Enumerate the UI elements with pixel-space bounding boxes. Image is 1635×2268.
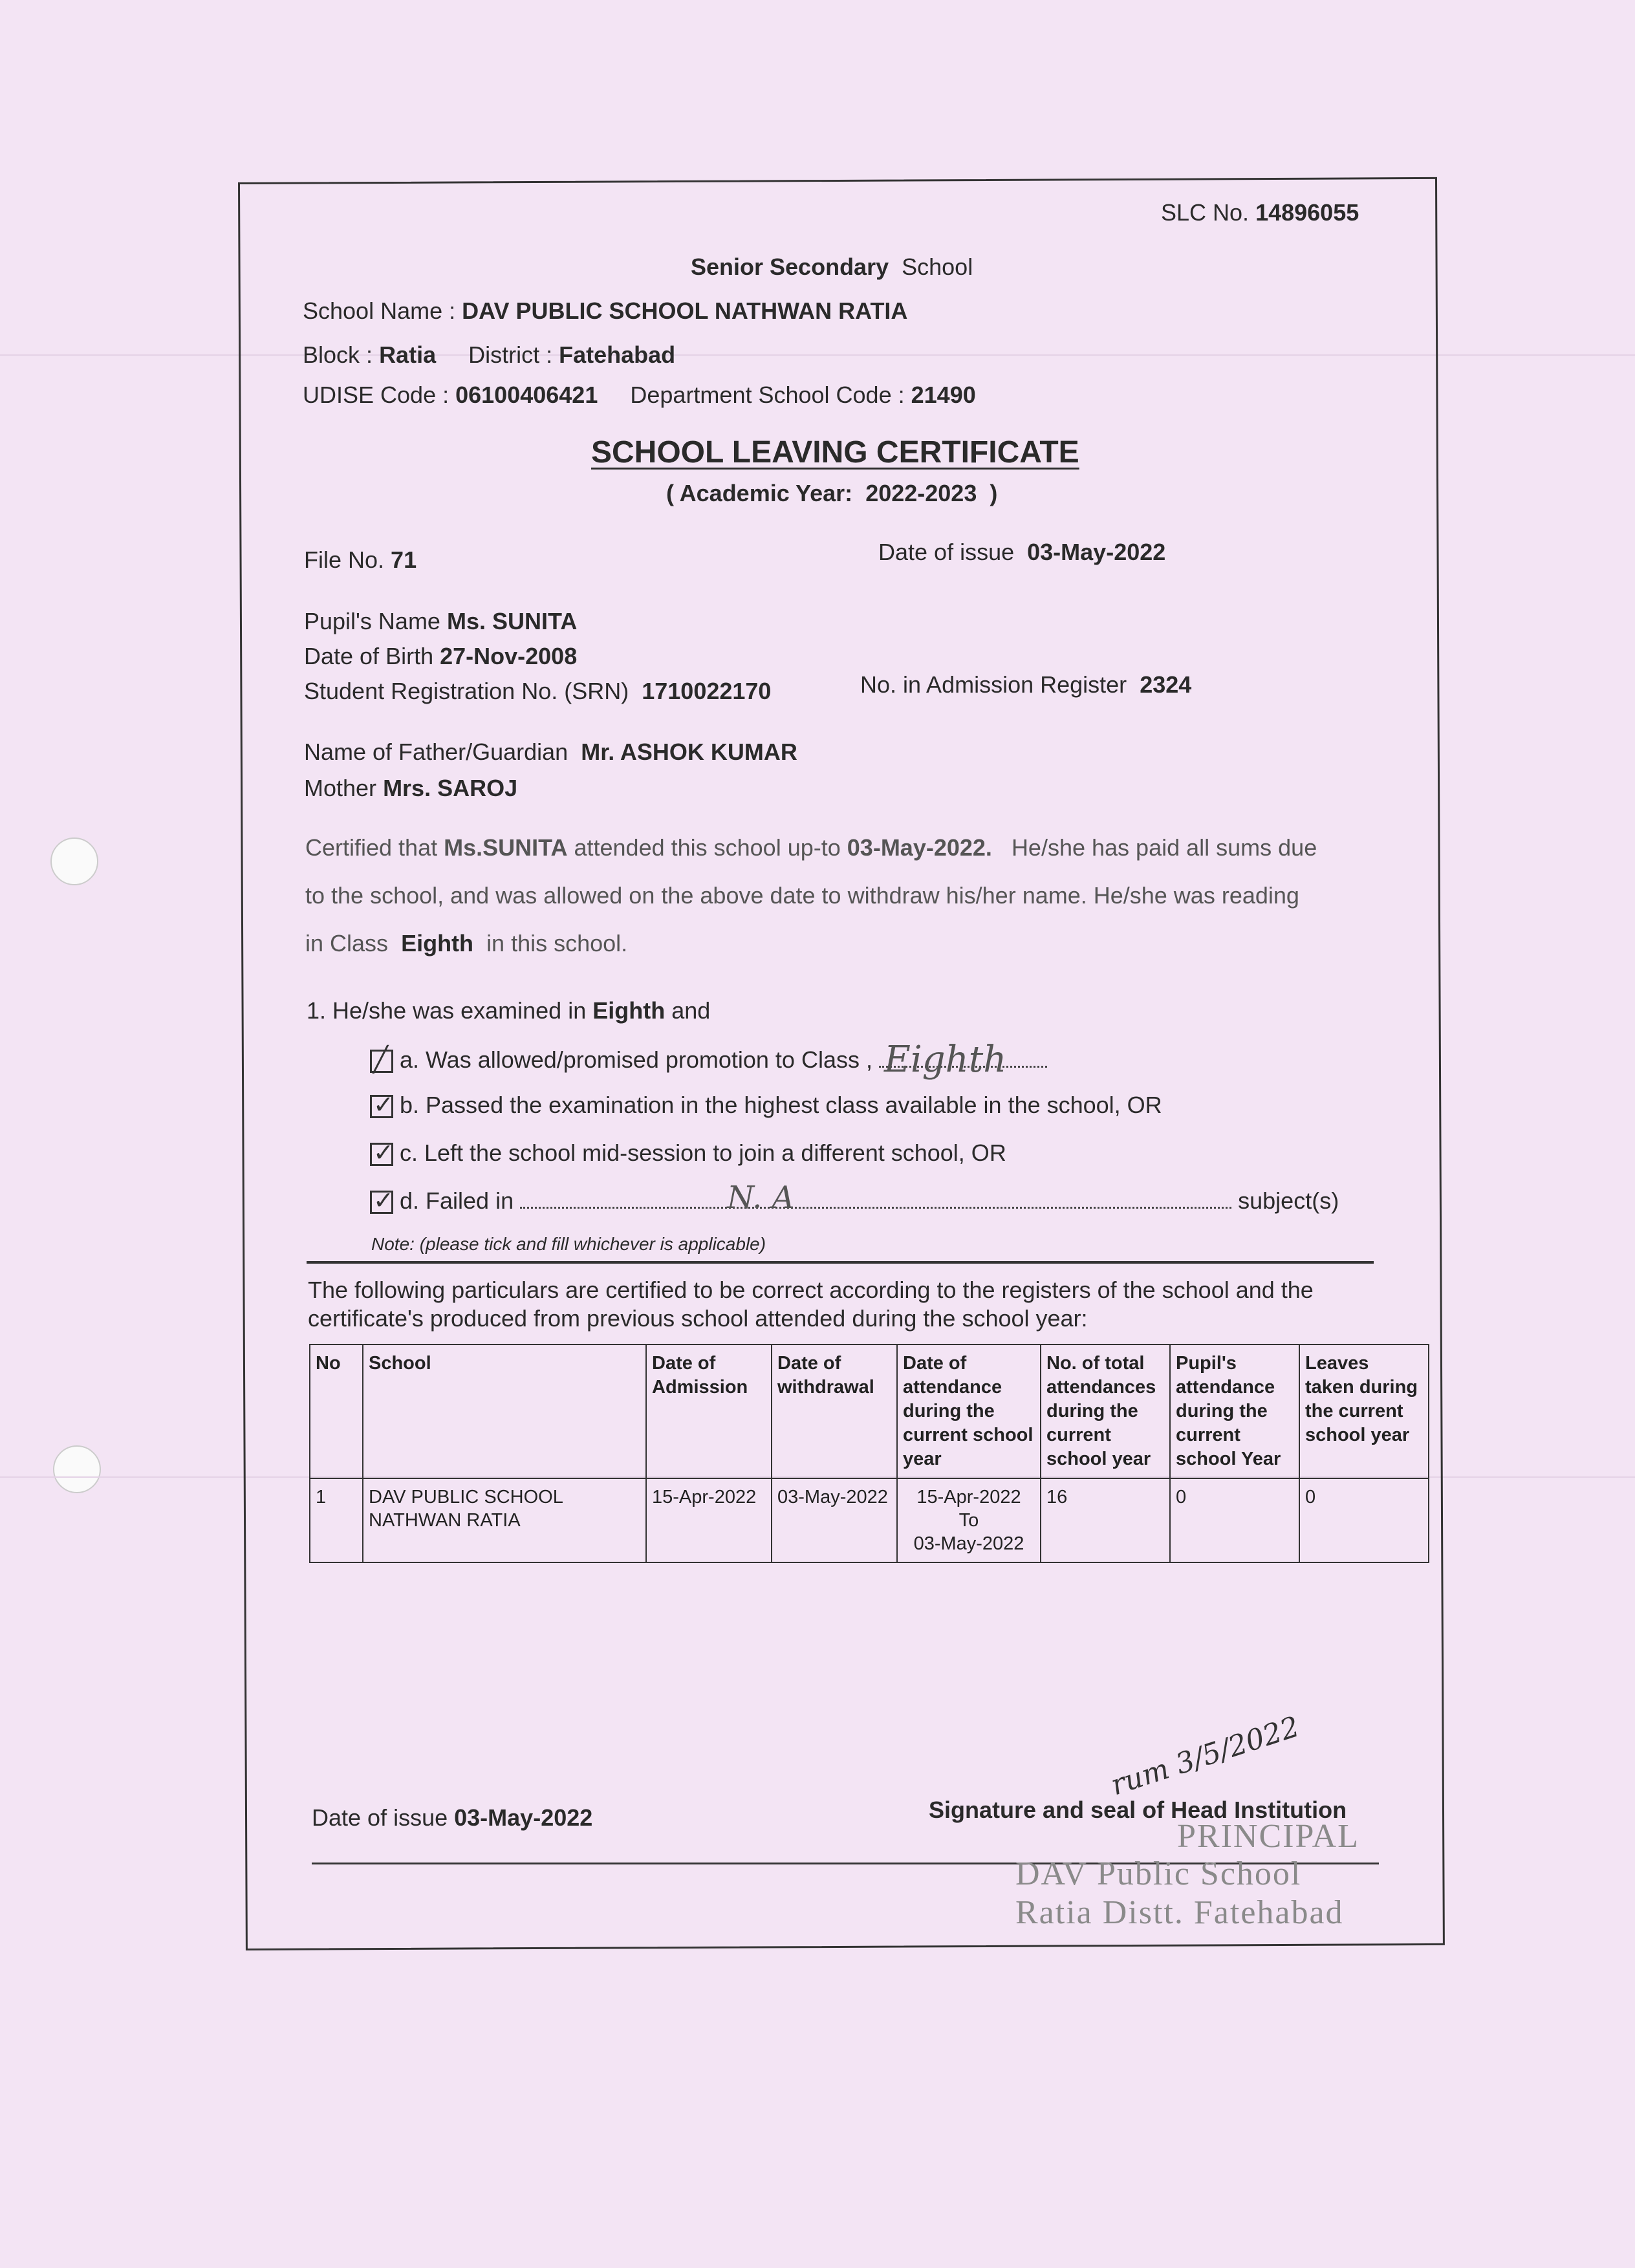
cell-attendance-dates xyxy=(897,1478,1041,1562)
school-type: Senior Secondary School xyxy=(691,254,973,280)
header-school: School xyxy=(363,1345,646,1478)
file-number: File No. 71 xyxy=(304,546,417,573)
option-c[interactable]: ✓ c. Left the school mid-session to join a different school, OR xyxy=(370,1139,1006,1167)
option-a[interactable]: ╱ a. Was allowed/promised promotion to Class , Eighth xyxy=(370,1046,1047,1074)
father-name: Name of Father/Guardian Mr. ASHOK KUMAR xyxy=(304,739,797,765)
cell-total: 16 xyxy=(1041,1478,1170,1562)
handwritten-na: N. A xyxy=(727,1180,795,1216)
date-of-issue-bottom: Date of issue 03-May-2022 xyxy=(312,1804,593,1831)
option-a-checkbox[interactable]: ╱ xyxy=(370,1050,393,1073)
principal-stamp-title: PRINCIPAL xyxy=(1177,1818,1359,1855)
slc-number: SLC No. 14896055 xyxy=(1161,199,1359,226)
option-b[interactable]: ✓ b. Passed the examination in the highest class available in the school, OR xyxy=(370,1092,1162,1119)
section-divider xyxy=(307,1261,1374,1264)
school-name-line: School Name : DAV PUBLIC SCHOOL NATHWAN RATIA xyxy=(303,297,908,324)
header-total-attendances: No. of total attendances during the current school year xyxy=(1041,1345,1170,1478)
attendance-to: 03-May-2022 xyxy=(913,1533,1024,1554)
principal-stamp-place: Ratia Distt. Fatehabad xyxy=(1015,1894,1344,1931)
particulars-line-2: certificate's produced from previous school attended during the school year: xyxy=(308,1305,1088,1332)
mother-name: Mother Mrs. SAROJ xyxy=(304,775,518,801)
certified-line-1: Certified that Ms.SUNITA attended this school up-to 03-May-2022. He/she has paid all sums due xyxy=(305,834,1317,861)
attendance-from: 15-Apr-2022 xyxy=(916,1487,1021,1507)
certified-line-2: to the school, and was allowed on the above date to withdraw his/her name. He/she was reading xyxy=(305,882,1299,909)
note: Note: (please tick and fill whichever is applicable) xyxy=(371,1234,766,1254)
certified-line-3: in Class Eighth in this school. xyxy=(305,930,628,956)
header-pupil-attendance: Pupil's attendance during the current school Year xyxy=(1170,1345,1299,1478)
srn: Student Registration No. (SRN) 1710022170 xyxy=(304,678,772,704)
header-withdrawal: Date of withdrawal xyxy=(772,1345,897,1478)
option-c-checkbox[interactable]: ✓ xyxy=(370,1143,393,1166)
date-of-birth: Date of Birth 27-Nov-2008 xyxy=(304,643,578,669)
header-admission: Date of Admission xyxy=(646,1345,772,1478)
cell-withdrawal: 03-May-2022 xyxy=(772,1478,897,1562)
attendance-table xyxy=(309,1344,1429,1563)
cell-pupil: 0 xyxy=(1170,1478,1299,1562)
cell-school: DAV PUBLIC SCHOOL NATHWAN RATIA xyxy=(363,1478,646,1562)
header-leaves: Leaves taken during the current school year xyxy=(1299,1345,1429,1478)
block-district-line: Block : Ratia District : Fatehabad xyxy=(303,341,676,368)
header-no: No xyxy=(310,1345,363,1478)
principal-signature: rum 3/5/2022 xyxy=(1107,1710,1304,1802)
particulars-line-1: The following particulars are certified to be correct according to the registers of the school and the xyxy=(308,1277,1314,1303)
cell-admission: 15-Apr-2022 xyxy=(646,1478,772,1562)
signature-label: Signature and seal of Head Institution xyxy=(929,1797,1347,1823)
cell-no: 1 xyxy=(310,1478,363,1562)
academic-year: ( Academic Year: 2022-2023 ) xyxy=(666,480,998,506)
date-of-issue-top: Date of issue 03-May-2022 xyxy=(878,539,1166,565)
certificate-title: SCHOOL LEAVING CERTIFICATE xyxy=(591,435,1079,470)
option-d-checkbox[interactable]: ✓ xyxy=(370,1191,393,1214)
table-row xyxy=(310,1478,1429,1562)
attendance-to-word: To xyxy=(958,1510,979,1531)
udise-line: UDISE Code : 06100406421 Department School Code : 21490 xyxy=(303,382,976,408)
option-d[interactable]: ✓ d. Failed in N. A subject(s) xyxy=(370,1187,1339,1215)
handwritten-class: Eighth xyxy=(883,1039,1007,1081)
header-attendance-dates: Date of attendance during the current school year xyxy=(897,1345,1041,1478)
punch-hole-top xyxy=(50,837,98,885)
admission-register: No. in Admission Register 2324 xyxy=(860,671,1192,698)
punch-hole-bottom xyxy=(53,1445,101,1493)
pupil-name: Pupil's Name Ms. SUNITA xyxy=(304,608,578,634)
principal-stamp-school: DAV Public School xyxy=(1015,1855,1302,1892)
option-b-checkbox[interactable]: ✓ xyxy=(370,1095,393,1118)
cell-leaves: 0 xyxy=(1299,1478,1429,1562)
table-header-row xyxy=(310,1345,1429,1478)
exam-intro: 1. He/she was examined in Eighth and xyxy=(307,997,711,1024)
